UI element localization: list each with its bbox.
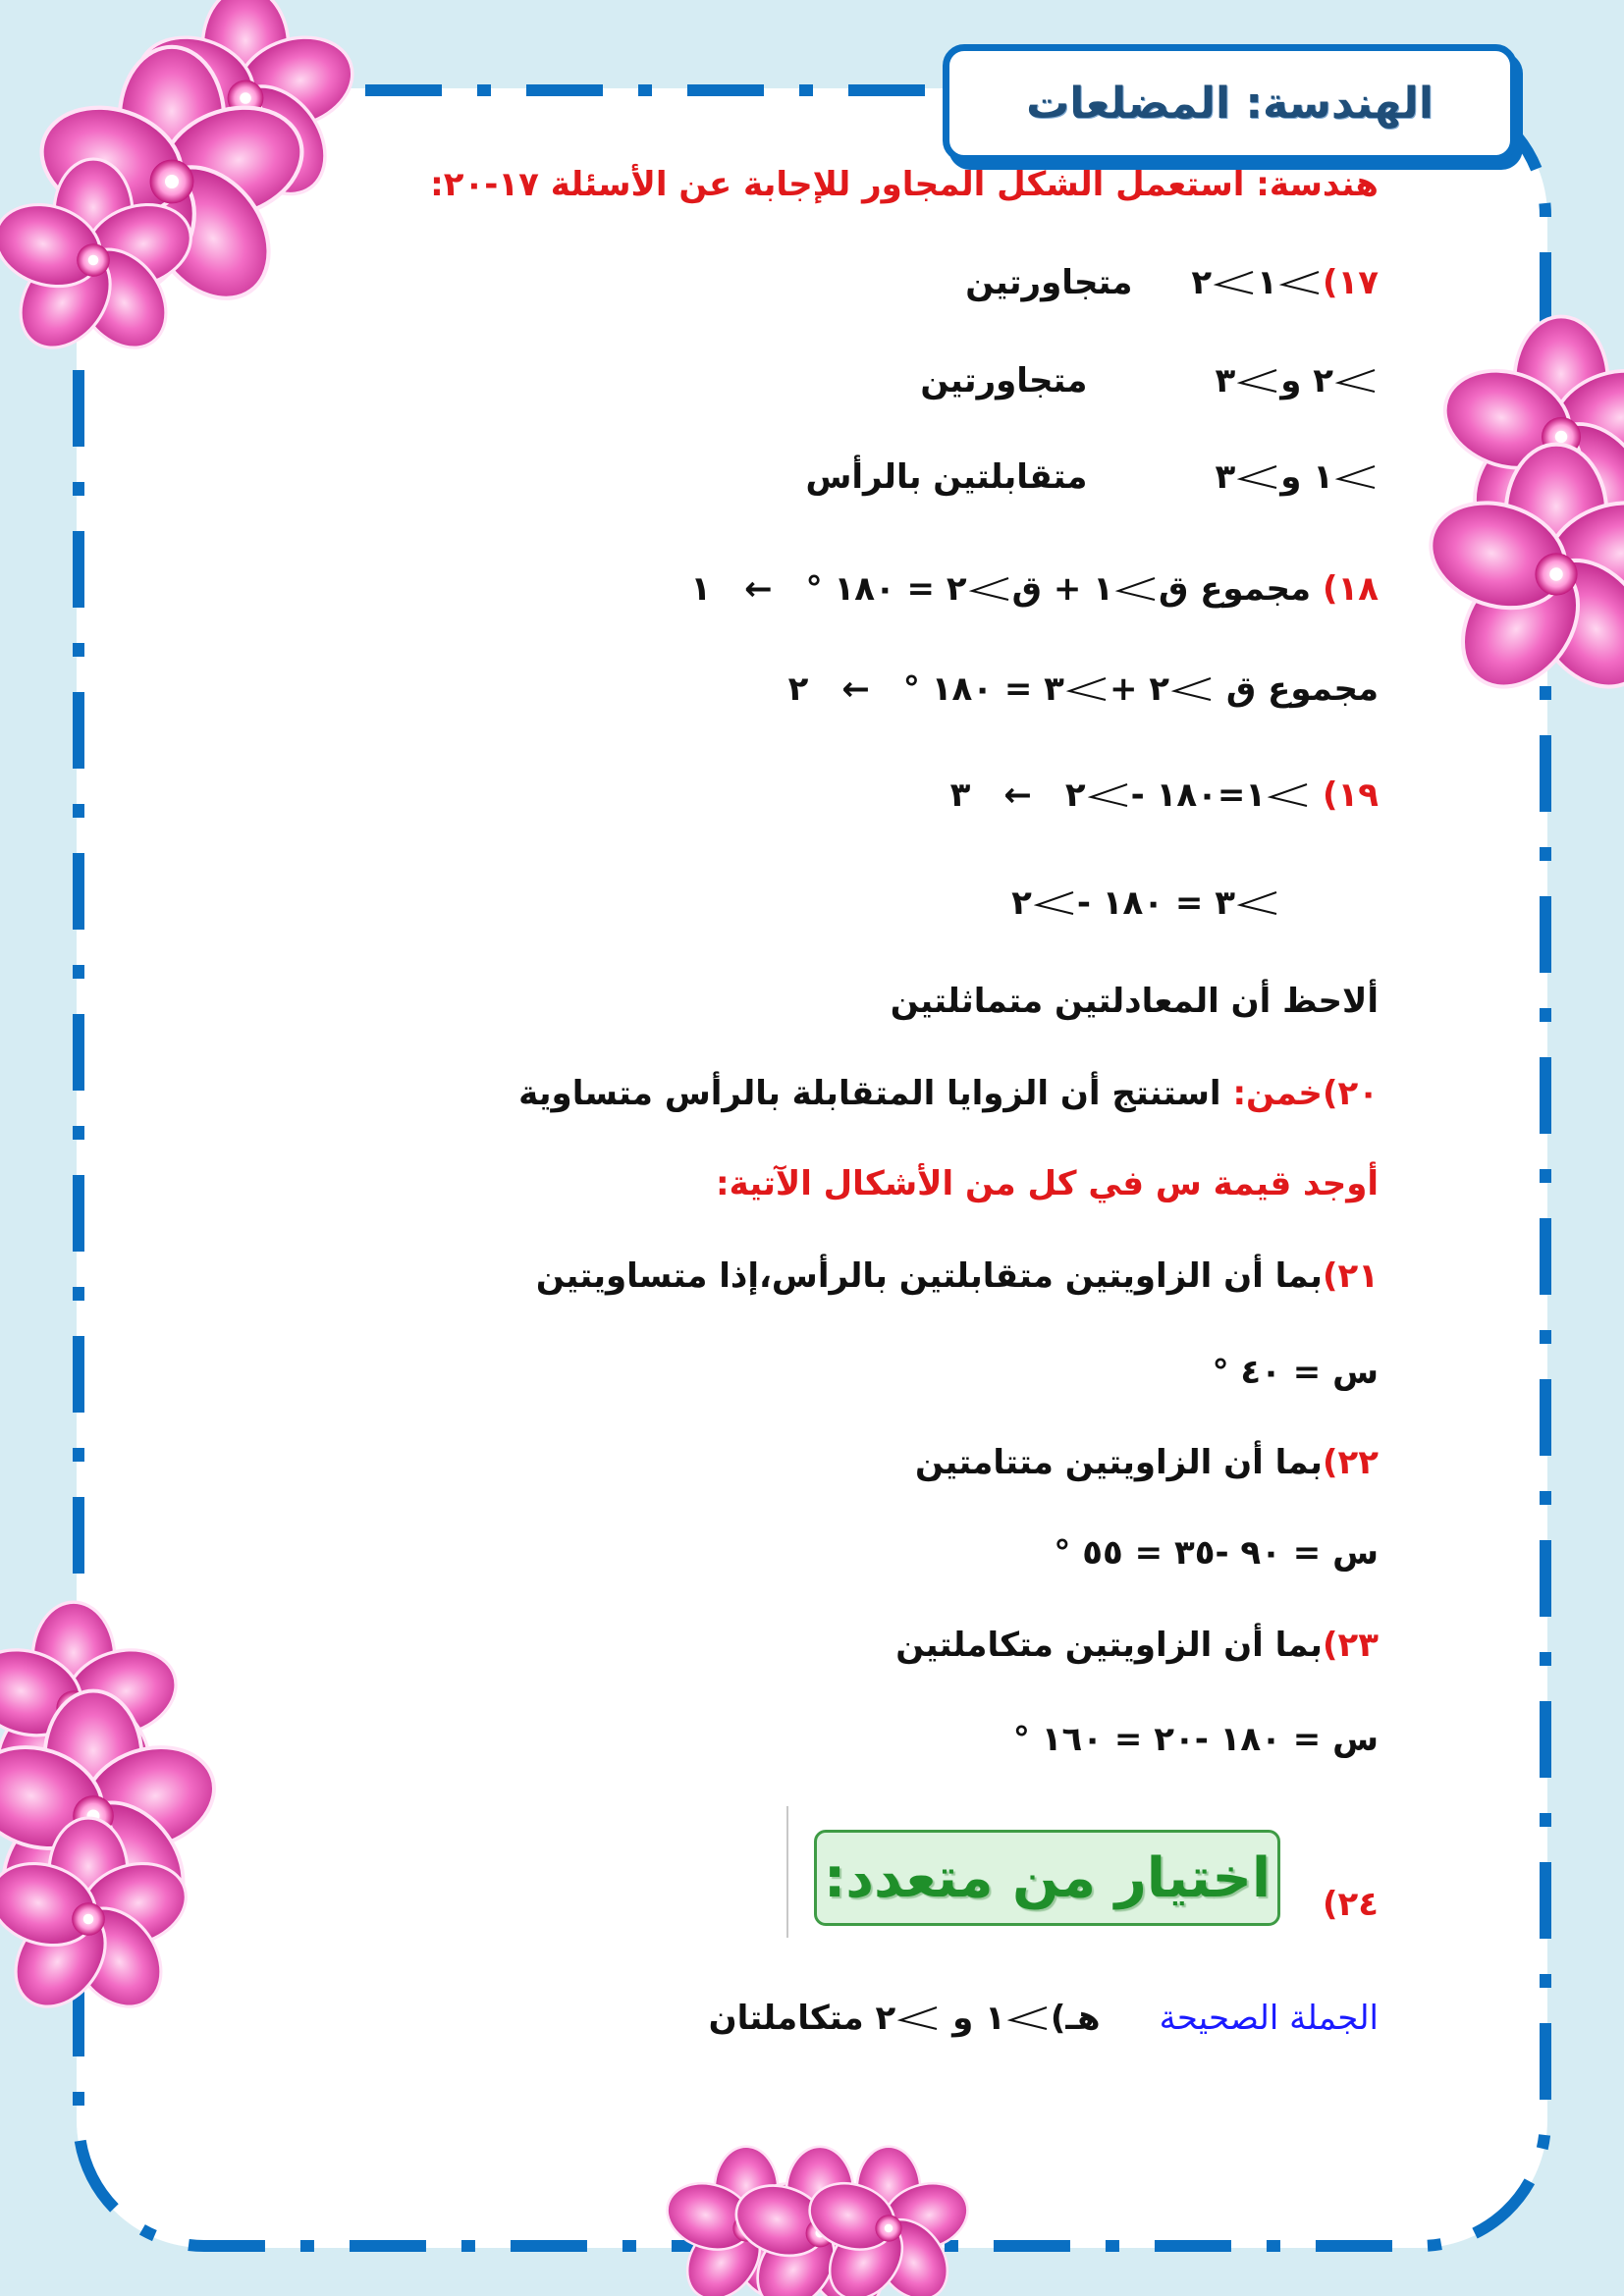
angle-icon <box>1066 674 1108 704</box>
angle-label: ٣ <box>1215 457 1236 497</box>
q24-answer-line <box>709 1999 1379 2038</box>
q22-answer: س = ٩٠ -٣٥ = ٥٥ ° <box>1054 1533 1379 1573</box>
find-x-heading: أوجد قيمة س في كل من الأشكال الآتية: <box>716 1164 1379 1203</box>
choice-text: ١ و <box>952 1999 1005 2038</box>
equation-part: ٣ = ١٨٠ - <box>1076 883 1235 923</box>
question-number: ٢٤) <box>1322 1885 1379 1924</box>
q21-line <box>536 1256 1379 1296</box>
equation-ref: ٣ <box>949 775 971 815</box>
question-number: ٢٠) <box>1322 1074 1379 1113</box>
question-number: ١٧) <box>1322 263 1379 302</box>
angle-icon <box>1171 674 1213 704</box>
arrow-left-icon: ← <box>1003 775 1032 815</box>
angle-label: ١ و <box>1280 457 1333 497</box>
reason-text: بما أن الزاويتين متقابلتين بالرأس،إذا متساويتين <box>535 1256 1323 1296</box>
equation-part: ٢ + <box>1109 669 1170 709</box>
reason-text: بما أن الزاويتين متتامتين <box>914 1443 1323 1482</box>
question-number: ٢١) <box>1322 1256 1379 1296</box>
angle-icon <box>1237 888 1278 918</box>
q17-line-3 <box>805 457 1379 497</box>
guess-label: خمن: <box>1232 1074 1323 1113</box>
q18-line-2 <box>788 669 1379 709</box>
angle-icon <box>1214 268 1255 297</box>
equation-part: ٢ <box>1011 883 1032 923</box>
question-number: ٢٣) <box>1322 1626 1379 1665</box>
angle-icon <box>1088 780 1129 810</box>
q22-line <box>915 1443 1379 1482</box>
equation-part: ٢ = ١٨٠ ° <box>805 569 967 609</box>
multiple-choice-banner: اختيار من متعدد: <box>814 1830 1280 1926</box>
equation-part: ٢ <box>1064 775 1086 815</box>
angle-icon <box>1335 366 1377 396</box>
angle-icon <box>1279 268 1321 297</box>
angle-icon <box>1007 2003 1049 2033</box>
q21-answer: س = ٤٠ ° <box>1212 1353 1379 1392</box>
arrow-left-icon: ← <box>841 669 870 709</box>
equation-part: ١=١٨٠ - <box>1130 775 1267 815</box>
question-number: ٢٢) <box>1322 1443 1379 1482</box>
equation-ref: ١ <box>690 569 712 609</box>
choice-letter: هـ) <box>1050 1999 1101 2038</box>
choice-text: ٢ متكاملتان <box>708 1999 896 2038</box>
angle-icon <box>1034 888 1075 918</box>
relation-text: متجاورتين <box>920 361 1088 400</box>
q19-line-1 <box>950 775 1379 815</box>
q19-line-2 <box>1011 883 1280 923</box>
q18-line-1 <box>690 569 1379 609</box>
relation-text: متجاورتين <box>965 263 1133 302</box>
question-number: ١٨) <box>1322 569 1379 609</box>
angle-icon <box>1335 462 1377 492</box>
angle-label: ٣ <box>1215 361 1236 400</box>
observation-note: ألاحظ أن المعادلتين متماثلتين <box>890 982 1379 1021</box>
reason-text: بما أن الزاويتين متكاملتين <box>895 1626 1323 1665</box>
q17-line-2 <box>920 361 1379 400</box>
equation-part: مجموع ق <box>1225 669 1379 709</box>
equation-ref: ٢ <box>787 669 809 709</box>
question-number: ١٩) <box>1322 775 1379 815</box>
correct-sentence-label: الجملة الصحيحة <box>1159 1999 1379 2038</box>
angle-icon <box>897 2003 939 2033</box>
angle-icon <box>969 574 1010 604</box>
equation-part: مجموع ق <box>1158 569 1312 609</box>
divider <box>786 1806 788 1938</box>
angle-icon <box>1237 462 1278 492</box>
q17-line-1 <box>965 263 1379 302</box>
q20-line <box>518 1074 1379 1113</box>
angle-label: ١ <box>1257 263 1277 302</box>
angle-icon <box>1237 366 1278 396</box>
q23-line <box>895 1626 1379 1665</box>
angle-icon <box>1115 574 1157 604</box>
relation-text: متقابلتين بالرأس <box>805 457 1088 497</box>
intro-instruction: هندسة: استعمل الشكل المجاور للإجابة عن الأسئلة ١٧-٢٠: <box>430 165 1379 204</box>
angle-icon <box>1268 780 1309 810</box>
angle-label: ٢ و <box>1280 361 1333 400</box>
equation-part: ٣ = ١٨٠ ° <box>902 669 1064 709</box>
arrow-left-icon: ← <box>744 569 773 609</box>
conclusion-text: استنتج أن الزوايا المتقابلة بالرأس متساوية <box>518 1074 1221 1113</box>
equation-part: ١ + ق <box>1011 569 1113 609</box>
q23-answer: س = ١٨٠ -٢٠ = ١٦٠ ° <box>1012 1720 1379 1759</box>
angle-label: ٢ <box>1191 263 1213 302</box>
page-title: الهندسة: المضلعات <box>943 44 1517 162</box>
